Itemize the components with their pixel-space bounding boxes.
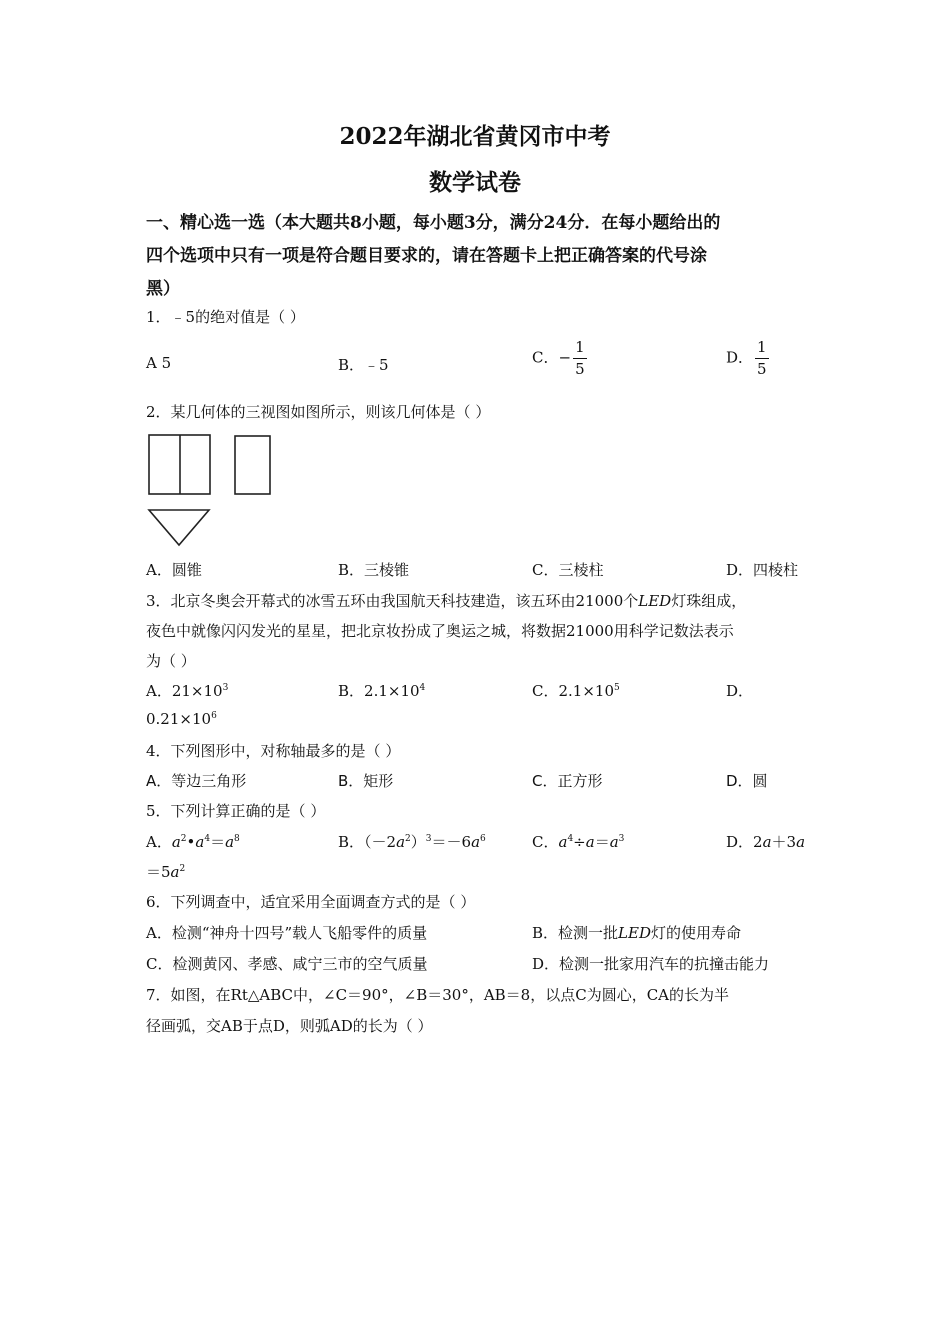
q5-option-d-label: D．2	[726, 833, 763, 851]
q7-line2: 径画弧，交AB于点D，则弧AD的长为（ ）	[146, 1017, 433, 1035]
q6-option-b-end: 灯的使用寿命	[650, 924, 741, 942]
q3-line2: 夜色中就像闪闪发光的星星，把北京妆扮成了奥运之城，将数据21000用科学记数法表示	[146, 622, 734, 640]
q5-option-b-label: B．（－2	[338, 833, 397, 851]
q3-option-c-exponent: 5	[614, 683, 620, 693]
q6-option-c: C．检测黄冈、孝感、咸宁三市的空气质量	[146, 955, 428, 973]
q1-option-c-denominator: 5	[575, 360, 585, 378]
q4-option-c: C．正方形	[532, 772, 603, 790]
q5-option-c-label: C．	[532, 833, 559, 851]
q1-option-c-label: C．	[532, 348, 559, 367]
section-instructions-line3: 黑）	[146, 279, 180, 299]
q3-option-a-base: A．21×10	[146, 682, 223, 700]
q3-option-a	[146, 680, 228, 701]
q1-option-c-fraction	[573, 340, 587, 377]
q6-option-a: A．检测“神舟十四号”载人飞船零件的质量	[146, 924, 428, 942]
q6-stem: 6．下列调查中，适宜采用全面调查方式的是（ ）	[146, 893, 476, 911]
q2-stem: 2．某几何体的三视图如图所示，则该几何体是（ ）	[146, 403, 491, 421]
q6-option-b-text: B．检测一批	[532, 924, 619, 942]
q6-option-d: D．检测一批家用汽车的抗撞击能力	[532, 955, 770, 973]
q3-line1	[146, 590, 746, 611]
q3-option-d	[146, 710, 217, 728]
q1-option-d-label: D．	[726, 348, 754, 367]
q1-option-d	[726, 340, 769, 377]
q7-line1: 7．如图，在Rt△ABC中，∠C＝90°，∠B＝30°，AB＝8，以点C为圆心，CA的长为半	[146, 986, 730, 1004]
q2-option-a: A．圆锥	[146, 561, 202, 579]
q4-option-d: D．圆	[726, 772, 768, 790]
q6-option-b	[532, 922, 741, 943]
top-view	[149, 510, 209, 545]
q3-option-d-base: 0.21×10	[146, 710, 212, 728]
q5-option-a-label: A．	[146, 833, 172, 851]
q3-option-a-exponent: 3	[222, 683, 229, 693]
q5-option-c: C．$a^4\div a=a^3$	[532, 833, 625, 851]
q5-option-d-continued: $=5a^2$	[146, 863, 186, 881]
q1-stem: 1．﹣5的绝对值是（ ）	[146, 308, 305, 326]
q1-option-c-numerator: 1	[573, 340, 587, 359]
q3-option-b	[338, 680, 425, 701]
q5-option-d: D．2a＋3a	[726, 833, 806, 851]
q5-stem: 5．下列计算正确的是（ ）	[146, 802, 326, 820]
q6-led-term: LED	[618, 924, 651, 942]
q4-stem: 4．下列图形中，对称轴最多的是（ ）	[146, 742, 401, 760]
q1-option-d-fraction	[755, 340, 769, 377]
q5-option-d-result: ＝5	[146, 863, 171, 881]
q1-option-c	[532, 340, 587, 377]
side-view	[235, 436, 270, 494]
q1-option-d-denominator: 5	[757, 360, 767, 378]
q1-option-c-sign: −	[558, 348, 572, 367]
q1-option-b: B．﹣5	[338, 356, 389, 374]
q4-option-b: B．矩形	[338, 772, 394, 790]
exam-subtitle: 数学试卷	[429, 169, 521, 196]
three-view-figure	[140, 428, 280, 550]
q3-option-c-base: C．2.1×10	[532, 682, 614, 700]
q3-option-b-base: B．2.1×10	[338, 682, 420, 700]
q1-option-a: A 5	[146, 354, 172, 372]
q2-option-b: B．三棱锥	[338, 561, 410, 579]
q3-option-b-exponent: 4	[419, 683, 426, 693]
q5-option-a: A．$a^2•a^4=a^8$	[146, 833, 240, 851]
q5-option-b: B．$(-2a^2)^3=-6a^6$	[338, 833, 486, 851]
section-instructions-line1: 一、精心选一选（本大题共8小题，每小题3分，满分24分．在每小题给出的	[146, 213, 721, 233]
exam-title: 2022年湖北省黄冈市中考	[339, 123, 611, 150]
q1-option-d-numerator: 1	[755, 340, 769, 359]
q4-option-a: A．等边三角形	[146, 772, 247, 790]
q2-option-d: D．四棱柱	[726, 561, 799, 579]
q3-option-c	[532, 680, 620, 701]
q3-line1-text: 3．北京冬奥会开幕式的冰雪五环由我国航天科技建造，该五环由21000个	[146, 592, 639, 610]
q3-line3: 为（ ）	[146, 652, 196, 670]
q3-led-term: LED	[638, 592, 672, 610]
q3-option-d-label: D．	[726, 682, 754, 700]
section-instructions-line2: 四个选项中只有一项是符合题目要求的，请在答题卡上把正确答案的代号涂	[146, 246, 707, 266]
q3-line1-end: 灯珠组成，	[671, 592, 747, 610]
q2-option-c: C．三棱柱	[532, 561, 604, 579]
q3-option-d-exponent: 6	[211, 711, 217, 721]
